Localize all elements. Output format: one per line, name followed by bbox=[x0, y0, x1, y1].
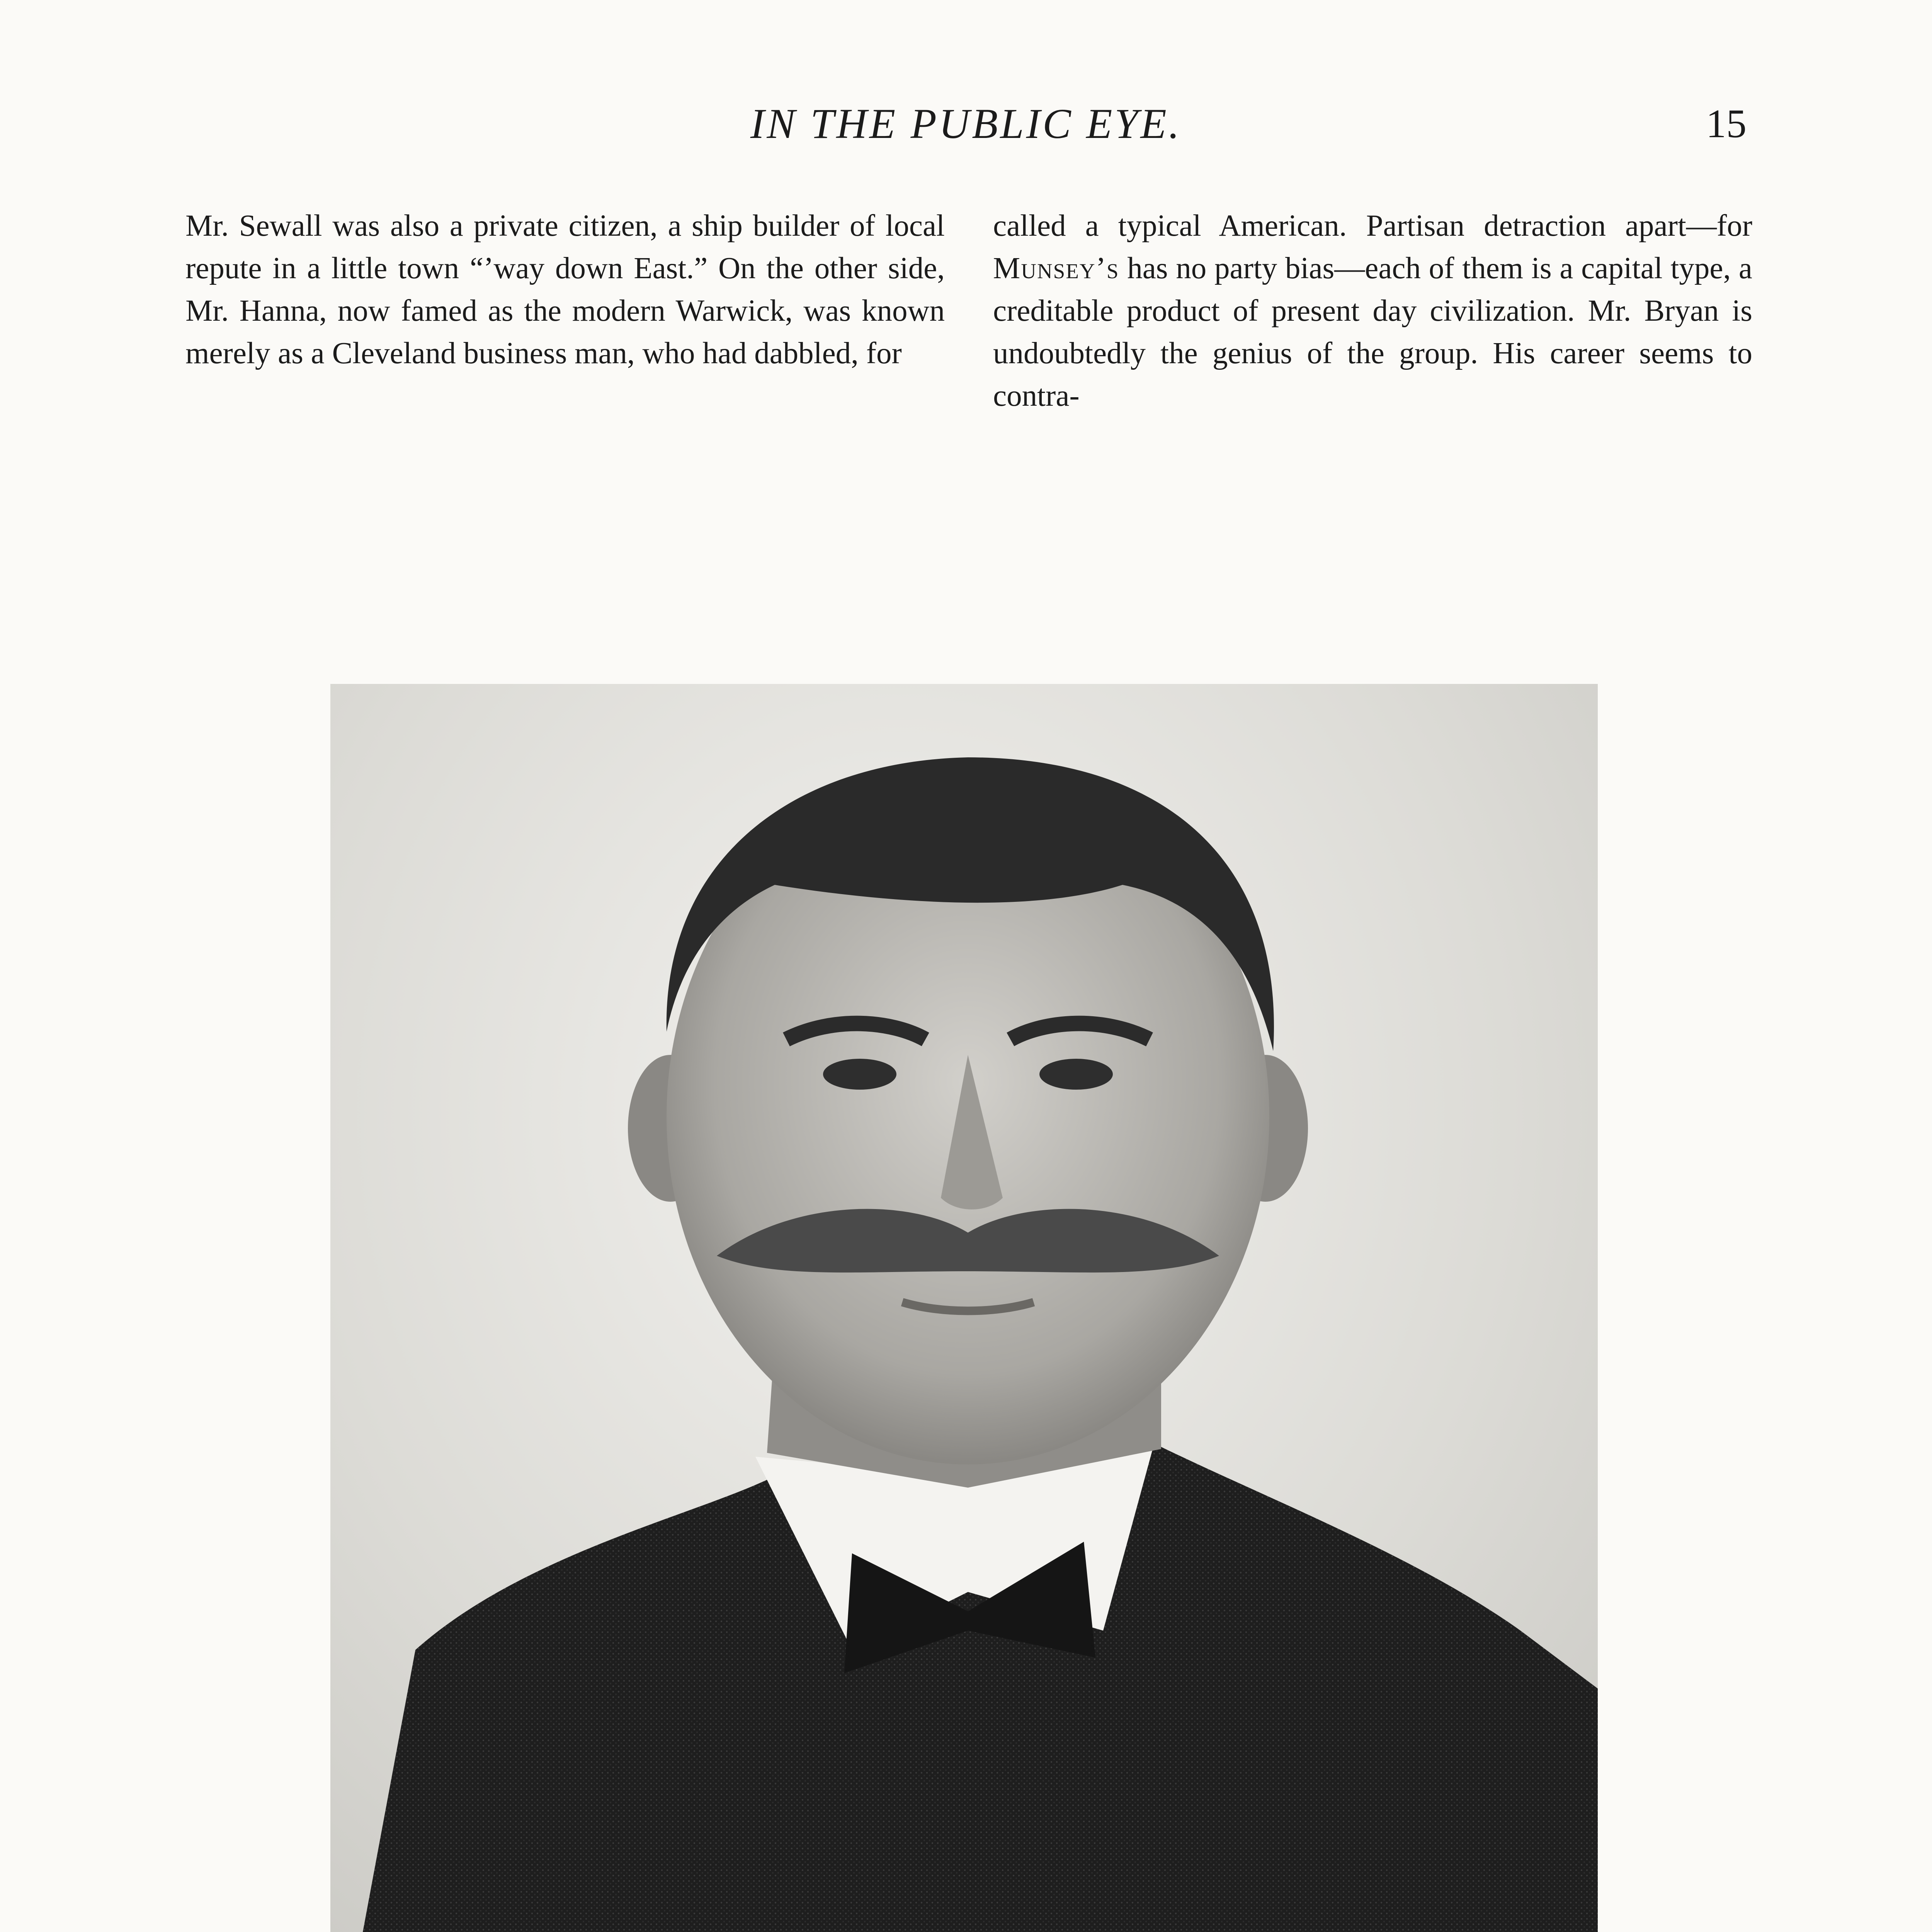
running-title: IN THE PUBLIC EYE. bbox=[750, 100, 1182, 147]
text-run: called a typical American. Partisan detraction apart—for bbox=[993, 209, 1752, 243]
magazine-name: Munsey’s bbox=[993, 252, 1119, 285]
page-number: 15 bbox=[1706, 101, 1747, 146]
column-top-right bbox=[993, 205, 1752, 417]
paragraph bbox=[993, 205, 1752, 417]
portrait-photo bbox=[330, 684, 1598, 1932]
portrait-illustration bbox=[330, 684, 1598, 1932]
column-top-left bbox=[185, 205, 945, 375]
paragraph: Mr. Sewall was also a private citizen, a ship builder of local repute in a little town “’way down East.” On the other side, Mr. Hanna, now famed as the modern Warwick, was known merely as a Cleveland business man, who had dabbled, for bbox=[185, 209, 945, 370]
text-run: has no party bias—each of them is a capital type, a creditable product of present day civilization. Mr. Bryan is undoubtedly the genius of the group. His career seems to contra- bbox=[993, 252, 1752, 413]
